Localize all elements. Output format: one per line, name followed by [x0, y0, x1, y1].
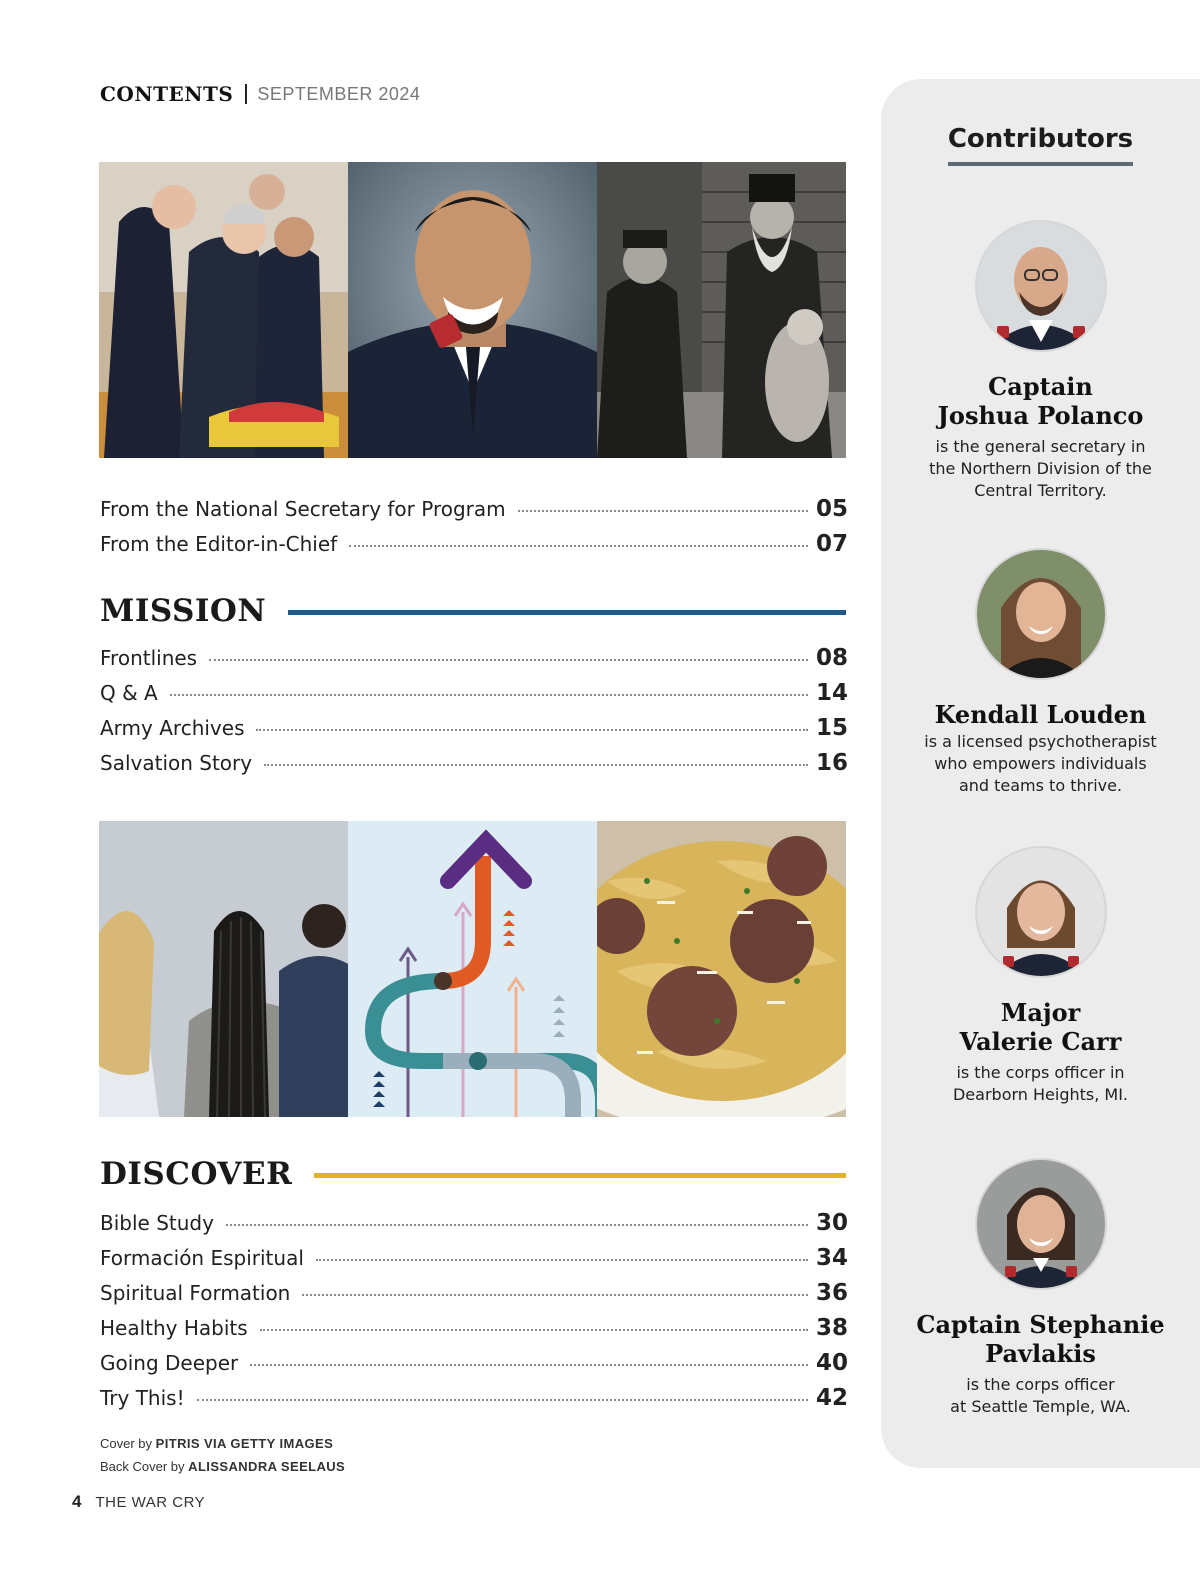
page-footer: [72, 1492, 205, 1512]
contributor-desc-line: is the general secretary in: [935, 437, 1146, 456]
contributor-desc-line: is the corps officer in: [956, 1063, 1125, 1082]
dot-leader: [209, 659, 808, 661]
contributor-desc-line: is a licensed psychotherapist: [924, 732, 1157, 751]
contributors-panel: [881, 79, 1200, 1468]
toc-title: Going Deeper: [100, 1351, 239, 1375]
contributor-desc-line: is the corps officer: [966, 1375, 1115, 1394]
toc-row[interactable]: [100, 1346, 849, 1380]
contributor-card: [881, 846, 1200, 1106]
contributor-name-line: Pavlakis: [985, 1339, 1096, 1368]
toc-title: Formación Espiritual: [100, 1246, 304, 1270]
toc-row[interactable]: [100, 641, 849, 675]
archive-photo-founder-with-dog: [597, 162, 846, 458]
toc-page-number: 30: [816, 1210, 849, 1236]
toc-page-number: 07: [816, 531, 849, 557]
toc-row[interactable]: [100, 746, 849, 780]
contributor-card: [881, 220, 1200, 502]
toc-page-number: 36: [816, 1280, 849, 1306]
toc-page-number: 42: [816, 1385, 849, 1411]
toc-title: From the Editor-in-Chief: [100, 532, 338, 556]
toc-title: Healthy Habits: [100, 1316, 248, 1340]
contributor-desc-line: at Seattle Temple, WA.: [950, 1397, 1131, 1416]
toc-page-number: 38: [816, 1315, 849, 1341]
toc-row[interactable]: [100, 1241, 849, 1275]
back-credit-prefix: Back Cover by: [100, 1459, 185, 1474]
contributor-name: [881, 372, 1200, 430]
dot-leader: [260, 1329, 808, 1331]
page-number: 4: [72, 1492, 82, 1511]
dot-leader: [316, 1259, 808, 1261]
avatar: [975, 846, 1107, 978]
toc-title: Army Archives: [100, 716, 245, 740]
toc-page-number: 16: [816, 750, 849, 776]
dot-leader: [518, 510, 808, 512]
dot-leader: [226, 1224, 808, 1226]
middle-photo-strip: [99, 821, 846, 1117]
toc-row[interactable]: [100, 1381, 849, 1415]
contributor-name: [881, 998, 1200, 1056]
toc-row[interactable]: [100, 492, 849, 526]
contributor-description: [881, 731, 1200, 797]
cover-credit-prefix: Cover by: [100, 1436, 153, 1451]
toc-page-number: 15: [816, 715, 849, 741]
dot-leader: [170, 694, 808, 696]
discover-heading: [100, 1154, 846, 1194]
contributor-description: [881, 1062, 1200, 1106]
contributor-desc-line: the Northern Division of the: [929, 459, 1152, 478]
people-from-behind-photo: [99, 821, 348, 1117]
toc-title: Frontlines: [100, 646, 198, 670]
toc-row[interactable]: [100, 527, 849, 561]
section-title: DISCOVER: [100, 1156, 293, 1192]
toc-page-number: 34: [816, 1245, 849, 1271]
contributor-description: [881, 436, 1200, 502]
toc-title: Bible Study: [100, 1211, 214, 1235]
back-credit-name: ALISSANDRA SEELAUS: [188, 1459, 346, 1474]
contributor-desc-line: Central Territory.: [974, 481, 1107, 500]
contents-header: [100, 80, 420, 108]
toc-page-number: 08: [816, 645, 849, 671]
contributor-name-line: Joshua Polanco: [937, 401, 1144, 430]
contributor-name-line: Major: [1000, 998, 1081, 1027]
contributor-desc-line: and teams to thrive.: [958, 776, 1123, 795]
issue-date: SEPTEMBER 2024: [257, 83, 421, 104]
back-cover-credit-line: [100, 1455, 345, 1478]
contributor-card: [881, 1158, 1200, 1418]
photo-credits: [100, 1432, 345, 1478]
dot-leader: [349, 545, 808, 547]
contributor-card: [881, 548, 1200, 797]
avatar: [975, 220, 1107, 352]
contributor-name-line: Valerie Carr: [959, 1027, 1122, 1056]
contributor-name-line: Kendall Louden: [934, 700, 1147, 729]
discover-rule: [314, 1173, 846, 1178]
winding-arrows-illustration: [348, 821, 597, 1117]
contributor-name: [881, 700, 1200, 729]
toc-page-number: 40: [816, 1350, 849, 1376]
toc-title: Try This!: [100, 1386, 185, 1410]
toc-title: Salvation Story: [100, 751, 253, 775]
contributor-name-line: Captain: [988, 372, 1093, 401]
toc-title: Q & A: [100, 681, 158, 705]
smiling-officer-portrait-photo: [348, 162, 597, 458]
meatball-pasta-photo: [597, 821, 846, 1117]
contributors-title-wrap: [881, 124, 1200, 166]
cover-credit-line: [100, 1432, 345, 1455]
cover-credit-name: PITRIS VIA GETTY IMAGES: [155, 1436, 334, 1451]
contributor-desc-line: Dearborn Heights, MI.: [952, 1085, 1129, 1104]
mission-rule: [288, 610, 846, 615]
contents-label: CONTENTS: [100, 82, 234, 106]
mission-heading: [100, 591, 846, 631]
dot-leader: [264, 764, 808, 766]
top-photo-strip: [99, 162, 846, 458]
toc-page-number: 05: [816, 496, 849, 522]
toc-page-number: 14: [816, 680, 849, 706]
avatar: [975, 1158, 1107, 1290]
toc-title: Spiritual Formation: [100, 1281, 291, 1305]
toc-row[interactable]: [100, 711, 849, 745]
contributor-desc-line: who empowers individuals: [934, 754, 1147, 773]
contributor-description: [881, 1374, 1200, 1418]
dot-leader: [197, 1399, 808, 1401]
dot-leader: [256, 729, 808, 731]
officers-cutting-cake-photo: [99, 162, 348, 458]
contributor-name-line: Captain Stephanie: [916, 1310, 1165, 1339]
toc-row[interactable]: [100, 676, 849, 710]
dot-leader: [302, 1294, 808, 1296]
contributor-name: [881, 1310, 1200, 1368]
toc-title: From the National Secretary for Program: [100, 497, 506, 521]
toc-row[interactable]: [100, 1276, 849, 1310]
contributors-title: Contributors: [948, 124, 1133, 166]
section-title: MISSION: [100, 593, 267, 629]
header-divider: [245, 84, 247, 104]
toc-row[interactable]: [100, 1311, 849, 1345]
avatar: [975, 548, 1107, 680]
toc-row[interactable]: [100, 1206, 849, 1240]
dot-leader: [250, 1364, 808, 1366]
magazine-name: THE WAR CRY: [95, 1493, 206, 1511]
